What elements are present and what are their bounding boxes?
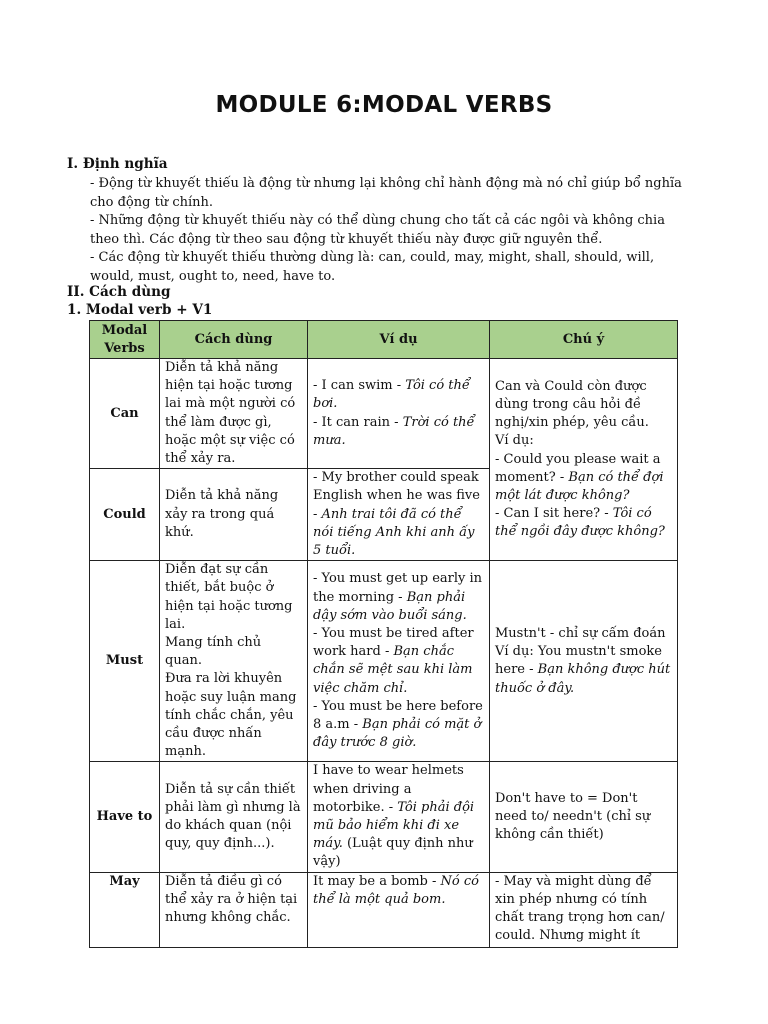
definition-paragraph: [90, 175, 690, 287]
page-title: MODULE 6:MODAL VERBS: [215, 92, 553, 118]
modal-verb-cell: Must: [90, 561, 160, 762]
usage-cell: Diễn tả điều gì có thể xảy ra ở hiện tại nhưng không chắc.: [160, 872, 308, 947]
table-row: [90, 762, 678, 872]
note-cell: Don't have to = Don't need to/ needn't (chỉ sự không cần thiết): [490, 762, 678, 872]
note-line: Can và Could còn được dùng trong câu hỏi đề nghị/xin phép, yêu cầu.: [495, 378, 649, 431]
note-line: Ví dụ: You mustn't smoke here - Bạn không được hút thuốc ở đây.: [495, 644, 671, 696]
modal-verbs-table: [89, 320, 678, 948]
usage-cell: Diễn tả khả năng xảy ra trong quá khứ.: [160, 469, 308, 561]
example-line: - You must be here before 8 a.m - Bạn phải có mặt ở đây trước 8 giờ.: [313, 698, 483, 751]
example-line: - My brother could speak English when he was five: [313, 470, 480, 504]
modal-verb-cell: Could: [90, 469, 160, 561]
note-line: Ví dụ:: [495, 433, 534, 449]
table-row: [90, 359, 678, 469]
column-header: Cách dùng: [160, 321, 308, 359]
modal-verb-cell: May: [90, 872, 160, 947]
note-line: Mustn't - chỉ sự cấm đoán: [495, 625, 666, 641]
note-line: - Could you please wait a moment? - Bạn có thể đợi một lát được không?: [495, 451, 664, 503]
table-row: [90, 561, 678, 762]
usage-line: Mang tính chủ quan.: [165, 635, 262, 669]
example-cell: [308, 561, 490, 762]
note-cell: - May và might dùng để xin phép nhưng có tính chất trang trọng hơn can/ could. Nhưng might ít: [490, 872, 678, 947]
usage-line: Đưa ra lời khuyên hoặc suy luận mang tính chắc chắn, yêu cầu được nhấn mạnh.: [165, 671, 297, 760]
definition-line: - Các động từ khuyết thiếu thường dùng là: can, could, may, might, shall, should, will, would, must, ought to, need, have to.: [90, 250, 655, 284]
example-line: - It can rain - Trời có thể mưa.: [313, 414, 475, 448]
note-line: - Can I sit here? - Tôi có thể ngồi đây được không?: [495, 506, 665, 540]
column-header: Ví dụ: [308, 321, 490, 359]
usage-cell: Diễn tả sự cần thiết phải làm gì nhưng là do khách quan (nội quy, quy định...).: [160, 762, 308, 872]
usage-cell: Diễn tả khả năng hiện tại hoặc tương lai mà một người có thể làm được gì, hoặc một sự việc có thể xảy ra.: [160, 359, 308, 469]
column-header: Chú ý: [490, 321, 678, 359]
definition-line: - Những động từ khuyết thiếu này có thể dùng chung cho tất cả các ngôi và không chia theo thì. Các động từ theo sau động từ khuyết thiếu này được giữ nguyên thể.: [90, 213, 665, 247]
definition-line: - Động từ khuyết thiếu là động từ nhưng lại không chỉ hành động mà nó chỉ giúp bổ nghĩa cho động từ chính.: [90, 176, 682, 210]
subsection-heading: 1. Modal verb + V1: [67, 302, 213, 318]
table-row: [90, 872, 678, 947]
section-heading-definition: I. Định nghĩa: [67, 156, 168, 172]
example-line: - You must get up early in the morning - Bạn phải dậy sớm vào buổi sáng.: [313, 571, 483, 623]
table-header-row: [90, 321, 678, 359]
usage-line: Diễn đạt sự cần thiết, bắt buộc ở hiện tại hoặc tương lai.: [165, 562, 293, 632]
example-cell: It may be a bomb - Nó có thể là một quả bom.: [308, 872, 490, 947]
note-cell: [490, 359, 678, 561]
usage-cell: [160, 561, 308, 762]
example-translation: - Anh trai tôi đã có thể nói tiếng Anh khi anh ấy 5 tuổi.: [313, 506, 475, 559]
example-line: - I can swim - Tôi có thể bơi.: [313, 378, 470, 412]
example-cell: I have to wear helmets when driving a motorbike. - Tôi phải đội mũ bảo hiểm khi đi xe máy. (Luật quy định như vậy): [308, 762, 490, 872]
column-header: Modal Verbs: [90, 321, 160, 359]
note-cell: [490, 561, 678, 762]
section-heading-usage: II. Cách dùng: [67, 284, 171, 300]
example-cell: [308, 469, 490, 561]
example-line: - You must be tired after work hard - Bạn chắc chắn sẽ mệt sau khi làm việc chăm chỉ.: [313, 625, 474, 696]
example-cell: [308, 359, 490, 469]
modal-verb-cell: Can: [90, 359, 160, 469]
modal-verb-cell: Have to: [90, 762, 160, 872]
